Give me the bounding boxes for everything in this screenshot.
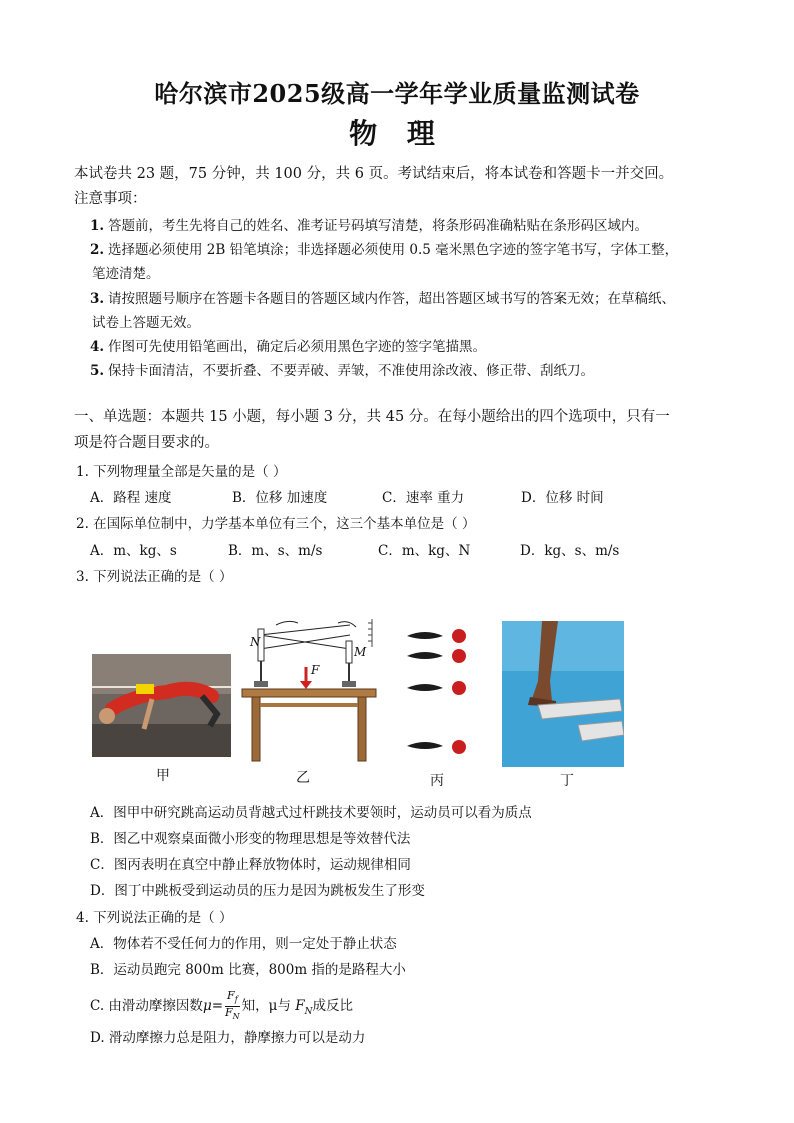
note-4 xyxy=(90,335,486,355)
note-text: 选择题必须使用 2B 铅笔填涂；非选择题必须使用 0.5 毫米黑色字迹的签字笔书写，字体工整， xyxy=(108,242,679,258)
note-2 xyxy=(90,238,678,258)
q4-c-denominator-sub: N xyxy=(232,1012,240,1022)
q1-option-d: D．位移 时间 xyxy=(521,490,604,506)
q4-c-mid: 知，μ与 xyxy=(241,998,296,1015)
q1-option-a: A．路程 速度 xyxy=(90,490,172,506)
q4-option-c xyxy=(90,990,353,1023)
q4-c-denominator: F xyxy=(225,1006,233,1020)
q1-option-b: B．位移 加速度 xyxy=(232,490,328,506)
q2-option-a: A．m、kg、s xyxy=(90,543,177,559)
q2-option-b: B．m、s、m/s xyxy=(228,543,323,559)
q3-option-b: B．图乙中观察桌面微小形变的物理思想是等效替代法 xyxy=(90,831,411,847)
note-3 xyxy=(90,287,675,307)
q1-stem: 1. 下列物理量全部是矢量的是（ ） xyxy=(76,464,287,480)
note-num: 5. xyxy=(90,363,105,379)
q4-option-d: D. 滑动摩擦力总是阻力，静摩擦力可以是动力 xyxy=(90,1030,366,1046)
section-heading-1: 一、单选题：本题共 15 小题，每小题 3 分，共 45 分。在每小题给出的四个选项中，只有一 xyxy=(74,409,670,425)
q4-c-fraction xyxy=(225,990,240,1023)
q4-c-numerator-sub: f xyxy=(234,995,238,1005)
q3-option-a: A．图甲中研究跳高运动员背越式过杆跳技术要领时，运动员可以看为质点 xyxy=(90,805,532,821)
note-text: 保持卡面清洁，不要折叠、不要弄破、弄皱，不准使用涂改液、修正带、刮纸刀。 xyxy=(108,363,594,379)
table-mirror-diagram xyxy=(238,615,380,765)
note-text: 作图可先使用铅笔画出，确定后必须用黑色字迹的签字笔描黑。 xyxy=(108,339,486,355)
high-jump-photo xyxy=(92,654,231,757)
feather-apple-figure xyxy=(405,624,470,760)
note-2-cont: 笔迹清楚。 xyxy=(92,266,160,282)
q2-stem: 2. 在国际单位制中，力学基本单位有三个，这三个基本单位是（ ） xyxy=(76,516,476,532)
note-num: 2. xyxy=(90,242,105,258)
q2-option-d: D．kg、s、m/s xyxy=(520,543,620,559)
figure-caption-ding: 丁 xyxy=(560,773,574,789)
q4-c-prefix: C. 由滑动摩擦因数 xyxy=(90,998,203,1015)
q4-c-numerator: F xyxy=(227,989,235,1002)
section-heading-2: 项是符合题目要求的。 xyxy=(74,435,219,451)
figure-caption-bing: 丙 xyxy=(430,773,444,789)
mirror-n-label: N xyxy=(250,635,261,649)
q3-stem: 3. 下列说法正确的是（ ） xyxy=(76,569,233,585)
diving-board-photo xyxy=(502,621,624,767)
note-5 xyxy=(90,359,594,379)
q4-option-a: A．物体若不受任何力的作用，则一定处于静止状态 xyxy=(90,936,397,952)
note-text: 答题前，考生先将自己的姓名、准考证号码填写清楚，将条形码准确粘贴在条形码区域内。 xyxy=(108,218,648,234)
q3-option-c: C．图丙表明在真空中静止释放物体时，运动规律相同 xyxy=(90,857,411,873)
notes-title: 注意事项： xyxy=(74,191,147,207)
figure-caption-yi: 乙 xyxy=(296,770,310,786)
subject-title: 物 理 xyxy=(349,117,445,150)
q3-option-d: D．图丁中跳板受到运动员的压力是因为跳板发生了形变 xyxy=(90,883,425,899)
note-num: 4. xyxy=(90,339,105,355)
q4-option-b: B．运动员跑完 800m 比赛，800m 指的是路程大小 xyxy=(90,962,406,978)
intro-text: 本试卷共 23 题，75 分钟，共 100 分，共 6 页。考试结束后，将本试卷和答题卡一并交回。 xyxy=(74,166,674,182)
note-3-cont: 试卷上答题无效。 xyxy=(92,315,200,331)
mirror-m-label: M xyxy=(354,645,367,659)
q4-c-fn: F xyxy=(295,998,305,1015)
q4-c-mu: μ= xyxy=(202,998,224,1015)
q1-option-c: C．速率 重力 xyxy=(382,490,465,506)
q2-option-c: C．m、kg、N xyxy=(378,543,471,559)
note-num: 3. xyxy=(90,291,105,307)
note-1 xyxy=(90,214,648,234)
q4-c-fn-sub: N xyxy=(304,1006,313,1017)
exam-title: 哈尔滨市2025级高一学年学业质量监测试卷 xyxy=(154,79,640,108)
note-num: 1. xyxy=(90,218,105,234)
figure-caption-jia: 甲 xyxy=(156,768,170,784)
force-f-label: F xyxy=(311,663,320,677)
q4-c-suffix: 成反比 xyxy=(312,998,353,1015)
note-text: 请按照题号顺序在答题卡各题目的答题区域内作答，超出答题区域书写的答案无效；在草稿纸、 xyxy=(108,291,675,307)
q4-stem: 4. 下列说法正确的是（ ） xyxy=(76,910,233,926)
feather-apple-pair-1 xyxy=(407,629,466,643)
